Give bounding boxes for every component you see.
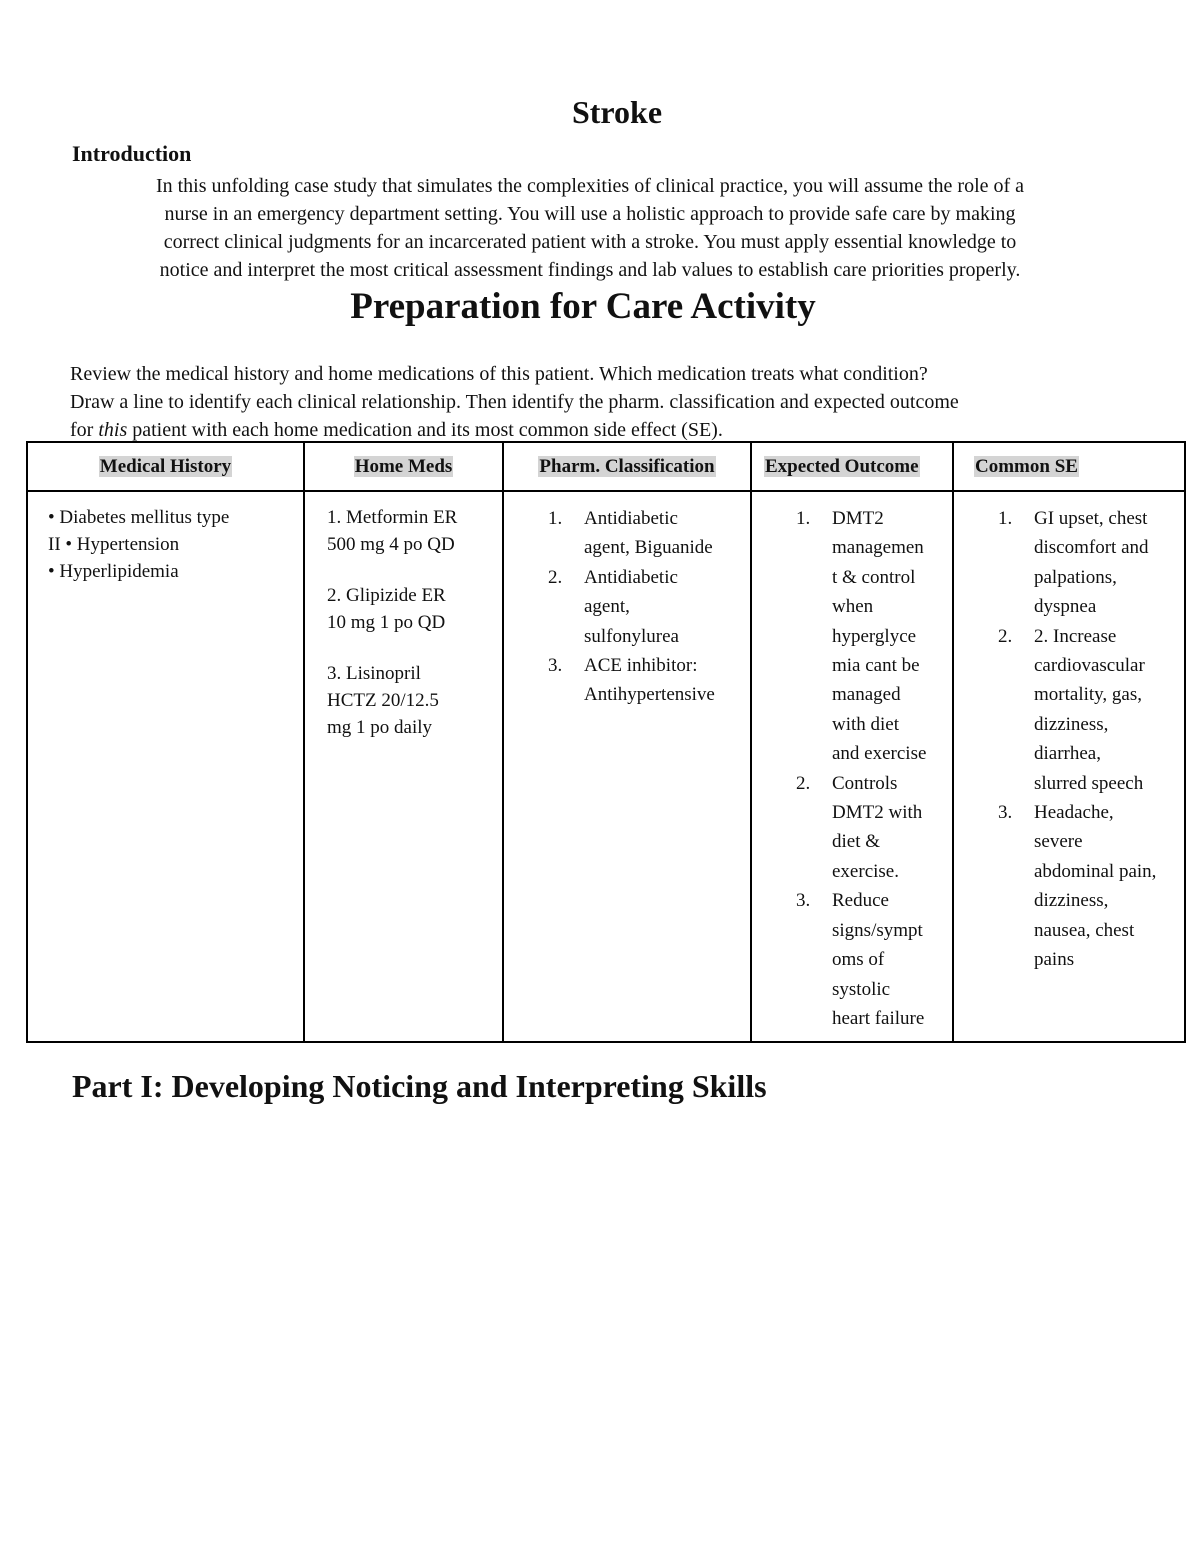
history-line: • Hyperlipidemia [48, 561, 179, 582]
history-line: II • Hypertension [48, 534, 180, 555]
introduction-line: correct clinical judgments for an incarcerated patient with a stroke. You must apply essential knowledge to [163, 231, 1017, 253]
instruction-line: Review the medical history and home medications of this patient. Which medication treats what condition? [70, 363, 928, 385]
introduction-paragraph [68, 172, 1112, 284]
header-expected-outcome: Expected Outcome [751, 442, 953, 491]
introduction-line: nurse in an emergency department setting. You will use a holistic approach to provide safe care by making [164, 203, 1016, 225]
list-item: Controls DMT2 with diet & exercise. [832, 772, 923, 882]
list-item: Reduce signs/sympt oms of systolic heart failure [832, 890, 925, 1029]
instruction-text: for [70, 419, 99, 441]
expected-outcome-cell [751, 491, 953, 1042]
preparation-title: Preparation for Care Activity [350, 286, 816, 327]
part-one-title: Part I: Developing Noticing and Interpreting Skills [72, 1068, 767, 1104]
instruction-line [70, 416, 1150, 444]
introduction-line: notice and interpret the most critical assessment findings and lab values to establish care priorities properly. [159, 259, 1021, 281]
common-se-cell [953, 491, 1185, 1042]
home-med-item: 1. Metformin ER 500 mg 4 po QD [327, 507, 458, 555]
list-item: 2. Increase cardiovascular mortality, gas, dizziness, diarrhea, slurred speech [1034, 625, 1145, 794]
instruction-emphasis: this [98, 419, 128, 441]
list-item: Headache, severe abdominal pain, dizziness, nausea, chest pains [1034, 802, 1157, 971]
pharm-classification-cell [503, 491, 751, 1042]
preparation-instructions [70, 360, 1150, 444]
medication-table [26, 441, 1186, 1043]
medical-history-cell [27, 491, 304, 1042]
introduction-heading: Introduction [72, 141, 192, 166]
header-medical-history: Medical History [27, 442, 304, 491]
history-line: • Diabetes mellitus type [48, 507, 230, 528]
document-title: Stroke [571, 94, 663, 130]
list-item: GI upset, chest discomfort and palpations, dyspnea [1034, 508, 1149, 618]
table-header-row [27, 442, 1185, 491]
list-item: Antidiabetic agent, sulfonylurea [584, 566, 679, 647]
instruction-text: patient with each home medication and its most common side effect (SE). [127, 419, 723, 441]
list-item: Antidiabetic agent, Biguanide [584, 508, 713, 559]
list-item: ACE inhibitor: Antihypertensive [584, 655, 715, 706]
header-home-meds: Home Meds [304, 442, 503, 491]
introduction-line: In this unfolding case study that simulates the complexities of clinical practice, you will assume the role of a [155, 175, 1025, 197]
home-med-item: 2. Glipizide ER 10 mg 1 po QD [327, 585, 446, 633]
instruction-line: Draw a line to identify each clinical relationship. Then identify the pharm. classification and expected outcome [70, 391, 959, 413]
list-item: DMT2 managemen t & control when hyperglyce mia cant be managed with diet and exercise [832, 508, 927, 765]
header-common-se: Common SE [953, 442, 1185, 491]
home-med-item: 3. Lisinopril HCTZ 20/12.5 mg 1 po daily [327, 663, 439, 738]
table-row [27, 491, 1185, 1042]
header-pharm-classification: Pharm. Classification [503, 442, 751, 491]
home-meds-cell [304, 491, 503, 1042]
